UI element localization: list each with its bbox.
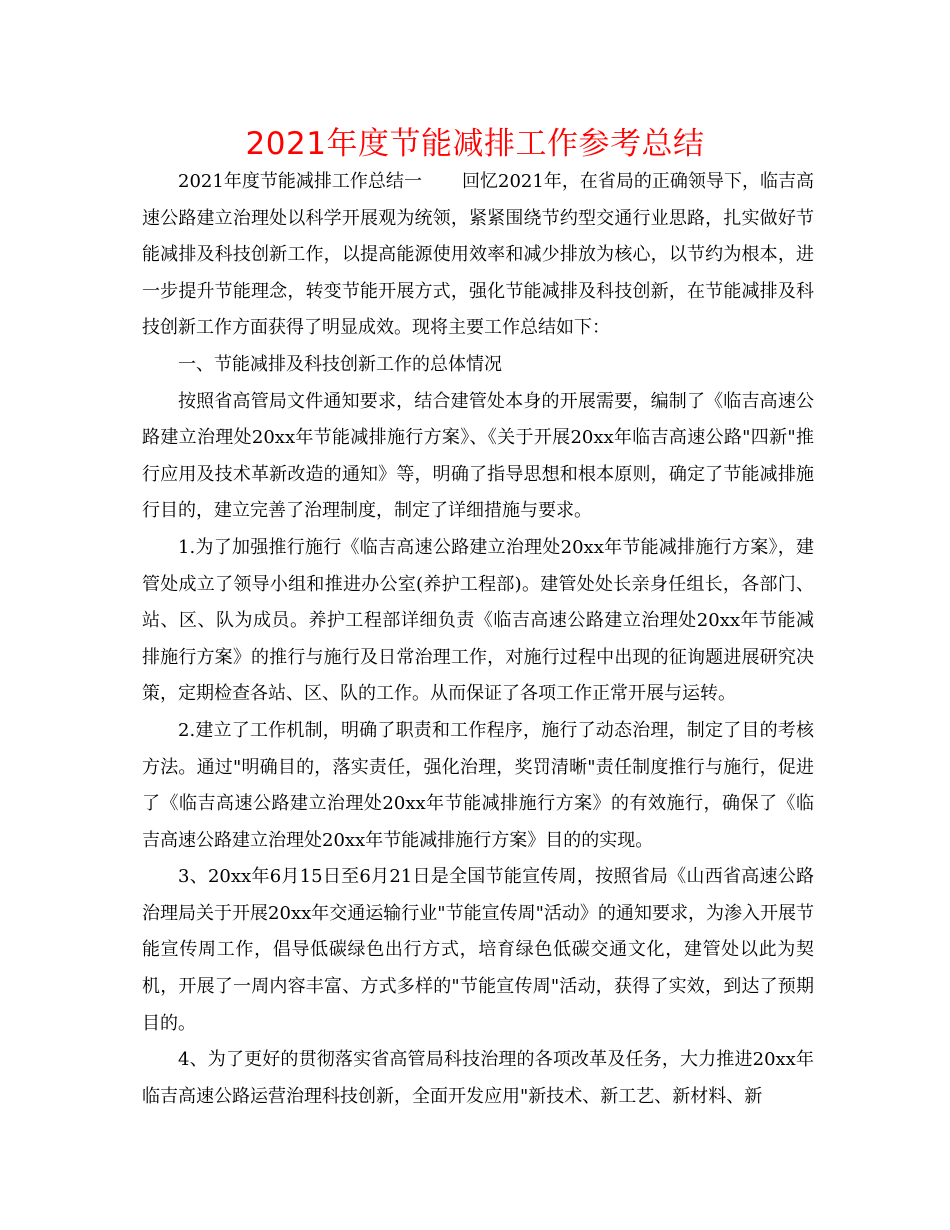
body-paragraph: 4、为了更好的贯彻落实省高管局科技治理的各项改革及任务，大力推进20xx年临吉高速公路运营治理科技创新，全面开发应用"新技术、新工艺、新材料、新 (142, 1049, 814, 1107)
body-paragraph: 2.建立了工作机制，明确了职责和工作程序，施行了动态治理，制定了目的考核方法。通过"明确目的，落实责任，强化治理，奖罚清晰"责任制度推行与施行，促进了《临吉高速公路建立治理处20xx年节能减排施行方案》的有效施行，确保了《临吉高速公路建立治理处20xx年节能减排施行方案》目的的实现。 (142, 719, 814, 851)
intro-paragraph (142, 164, 814, 347)
body-paragraph: 1.为了加强推行施行《临吉高速公路建立治理处20xx年节能减排施行方案》，建管处成立了领导小组和推进办公室(养护工程部)。建管处处长亲身任组长，各部门、站、区、队为成员。养护工程部详细负责《临吉高速公路建立治理处20xx年节能减排施行方案》的推行与施行及日常治理工作，对施行过程中出现的征询题进展研究决策，定期检查各站、区、队的工作。从而保证了各项工作正常开展与运转。 (142, 536, 814, 705)
document-body (142, 164, 814, 1115)
body-paragraph: 3、20xx年6月15日至6月21日是全国节能宣传周，按照省局《山西省高速公路治理局关于开展20xx年交通运输行业"节能宣传周"活动》的通知要求，为渗入开展节能宣传周工作，倡导低碳绿色出行方式，培育绿色低碳交通文化，建管处以此为契机，开展了一周内容丰富、方式多样的"节能宣传周"活动，获得了实效，到达了预期目的。 (142, 866, 814, 1034)
body-paragraph: 按照省高管局文件通知要求，结合建管处本身的开展需要，编制了《临吉高速公路建立治理处20xx年节能减排施行方案》、《关于开展20xx年临吉高速公路"四新"推行应用及技术革新改造的通知》等，明确了指导思想和根本原则，确定了节能减排施行目的，建立完善了治理制度，制定了详细措施与要求。 (142, 390, 814, 522)
intro-text: 回忆2021年，在省局的正确领导下，临吉高速公路建立治理处以科学开展观为统领，紧紧围绕节约型交通行业思路，扎实做好节能减排及科技创新工作，以提高能源使用效率和减少排放为核心，以节约为根本，进一步提升节能理念，转变节能开展方式，强化节能减排及科技创新，在节能减排及科技创新工作方面获得了明显成效。现将主要工作总结如下： (142, 171, 815, 339)
intro-lead: 2021年度节能减排工作总结一 (178, 171, 422, 192)
document-title: 2021年度节能减排工作参考总结 (245, 126, 705, 162)
section-heading: 一、节能减排及科技创新工作的总体情况 (178, 353, 502, 375)
